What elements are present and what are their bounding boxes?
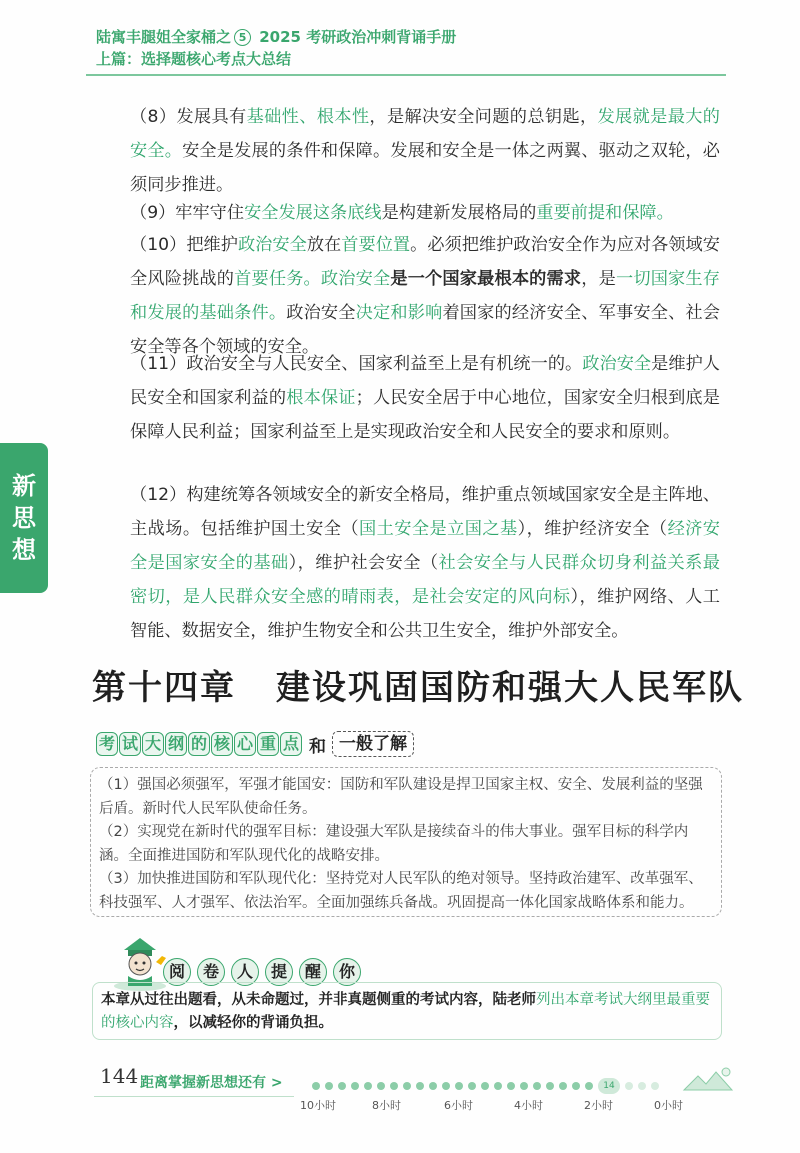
progress-dot: [585, 1082, 593, 1090]
reviewer-note: [92, 982, 722, 1040]
title-char: 提: [265, 958, 293, 986]
page-number: 144: [100, 1064, 139, 1088]
text: ；人民安全居于中心地位，国家安全归根到底是保障人民利益；国家利益至上是实现政治安全和人民安全的要求和原则。: [130, 388, 720, 442]
text: ，是解决安全问题的总钥匙，: [369, 107, 598, 127]
text: ，以减轻你的背诵负担。: [173, 1015, 333, 1031]
badge-char: 重: [257, 732, 279, 756]
side-section-tab: [0, 443, 48, 593]
text: 放在: [306, 235, 342, 255]
progress-dot: [351, 1082, 359, 1090]
text: 本章从过往出题看，从未命题过，并非真题侧重的考试内容，陆老师: [101, 992, 536, 1008]
syllabus-box: [90, 767, 722, 917]
chapter-number: 第十四章: [92, 668, 236, 708]
progress-dot: [325, 1082, 333, 1090]
highlight: 列出本章考试大纲里最重要的核心内容: [101, 992, 710, 1031]
progress-dot: [546, 1082, 554, 1090]
syllabus-label: [96, 730, 414, 758]
side-tab-char: 想: [12, 536, 36, 564]
progress-dot: [442, 1082, 450, 1090]
title-char: 你: [333, 958, 361, 986]
progress-dot: [364, 1082, 372, 1090]
highlight: 政治安全: [582, 354, 652, 374]
progress-dot: [638, 1082, 646, 1090]
progress-marker: 14: [598, 1078, 620, 1094]
progress-dot: [572, 1082, 580, 1090]
general-understanding-label: 一般了解: [332, 731, 414, 757]
text: ，是: [581, 269, 616, 289]
highlight: 重要前提和保障。: [536, 203, 674, 223]
tick-label: 2小时: [584, 1099, 613, 1112]
text: 安全是发展的条件和保障。发展和安全是一体之两翼、驱动之双轮，必须同步推进。: [130, 141, 720, 195]
progress-dot: [312, 1082, 320, 1090]
side-tab-char: 思: [12, 504, 36, 532]
text: ），维护社会安全（: [288, 553, 439, 573]
progress-dot: [403, 1082, 411, 1090]
badge-char: 点: [280, 732, 302, 756]
title-char: 人: [231, 958, 259, 986]
and-text: 和: [309, 736, 326, 757]
progress-dot: [533, 1082, 541, 1090]
badge-char: 纲: [165, 732, 187, 756]
tick-label: 6小时: [444, 1099, 473, 1112]
point-12: [96, 478, 720, 648]
header-title-post: 2025 考研政治冲刺背诵手册: [259, 28, 457, 46]
badge-char: 大: [142, 732, 164, 756]
highlight: 发展就是最大的安全。: [130, 107, 720, 161]
highlight: 政治安全: [320, 269, 391, 289]
text: ），维护网络、人工智能、数据安全，维护生物安全和公共卫生安全，维护外部安全。: [130, 587, 720, 641]
badge-char: 试: [119, 732, 141, 756]
highlight: 决定和影响: [355, 303, 443, 323]
badge-char: 核: [211, 732, 233, 756]
mountain-decoration-icon: [682, 1064, 742, 1098]
progress-dot: [507, 1082, 515, 1090]
progress-dot: [625, 1082, 633, 1090]
side-tab-char: 新: [12, 472, 36, 500]
tick-label: 4小时: [514, 1099, 543, 1112]
badge-char: 的: [188, 732, 210, 756]
text: 是维护人民安全和国家利益的: [130, 354, 720, 408]
tick-label: 8小时: [372, 1099, 401, 1112]
chapter-heading: [92, 660, 744, 709]
point-11: [96, 347, 720, 449]
text: 。必须把维护政治安全作为应对各领域安全风险挑战的: [130, 235, 720, 289]
badge-char: 心: [234, 732, 256, 756]
progress-dots: [312, 1078, 659, 1094]
text: （10）把维护: [130, 235, 238, 255]
highlight: 首要位置: [341, 235, 411, 255]
text: 是一个国家最根本的需求: [390, 269, 582, 289]
progress-dot: [520, 1082, 528, 1090]
text: 是构建新发展格局的: [381, 203, 537, 223]
text: （8）发展具有: [130, 107, 247, 127]
text: （9）牢牢守住: [130, 203, 245, 223]
progress-dot: [651, 1082, 659, 1090]
highlight: 国土安全是立国之基: [359, 519, 518, 539]
highlight: 首要任务。: [234, 269, 321, 289]
highlight: 一切国家生存和发展的基础条件。: [130, 269, 720, 323]
footer-divider: [94, 1096, 294, 1097]
progress-dot: [468, 1082, 476, 1090]
highlight: 经济安全是国家安全的基础: [130, 519, 720, 573]
progress-dot: [559, 1082, 567, 1090]
header-subtitle: 上篇：选择题核心考点大总结: [96, 50, 292, 68]
progress-dot: [390, 1082, 398, 1090]
highlight: 安全发展这条底线: [244, 203, 382, 223]
highlight: 政治安全: [237, 235, 307, 255]
syllabus-item: （3）加快推进国防和军队现代化：坚持党对人民军队的绝对领导。坚持政治建军、改革强军、科技强军、人才强军、依法治军。全面加强练兵备战。巩固提高一体化国家战略体系和能力。: [99, 871, 703, 911]
progress-dot: [494, 1082, 502, 1090]
tick-label: 10小时: [300, 1099, 336, 1112]
progress-dot: [481, 1082, 489, 1090]
text: （11）政治安全与人民安全、国家利益至上是有机统一的。: [130, 354, 583, 374]
countdown-label: 距离掌握新思想还有 >: [140, 1075, 283, 1091]
title-char: 阅: [163, 958, 191, 986]
circled-number: 5: [234, 29, 251, 46]
highlight: 基础性、根本性: [246, 107, 370, 127]
progress-dot: [455, 1082, 463, 1090]
title-char: 醒: [299, 958, 327, 986]
header-title-pre: 陆寓丰腿姐全家桶之: [96, 28, 232, 46]
text: ），维护经济安全（: [517, 519, 668, 539]
point-9: [96, 196, 720, 230]
highlight: 根本保证: [286, 388, 356, 408]
text: （12）构建统筹各领域安全的新安全格局，维护重点领域国家安全是主阵地、主战场。包括维护国土安全（: [130, 485, 720, 539]
syllabus-item: （2）实现党在新时代的强军目标：建设强大军队是接续奋斗的伟大事业。强军目标的科学内涵。全面推进国防和军队现代化的战略安排。: [99, 824, 689, 864]
running-header: [96, 26, 456, 70]
syllabus-item: （1）强国必须强军，军强才能国安：国防和军队建设是捍卫国家主权、安全、发展利益的坚强后盾。新时代人民军队使命任务。: [99, 777, 703, 817]
title-char: 卷: [197, 958, 225, 986]
progress-dot: [429, 1082, 437, 1090]
badge-char: 考: [96, 732, 118, 756]
progress-dot: [338, 1082, 346, 1090]
tick-label: 0小时: [654, 1099, 683, 1112]
chapter-title: 建设巩固国防和强大人民军队: [276, 668, 744, 708]
point-8: [96, 100, 720, 202]
progress-dot: [416, 1082, 424, 1090]
highlight: 社会安全与人民群众切身利益关系最密切，是人民群众安全感的晴雨表，是社会安定的风向标: [130, 553, 720, 607]
text: 着国家的经济安全、军事安全、社会安全等各个领域的安全。: [130, 303, 720, 357]
text: 政治安全: [286, 303, 356, 323]
point-10: [96, 228, 720, 364]
progress-dot: [377, 1082, 385, 1090]
header-divider: [86, 74, 726, 76]
core-points-badge: [96, 732, 303, 756]
